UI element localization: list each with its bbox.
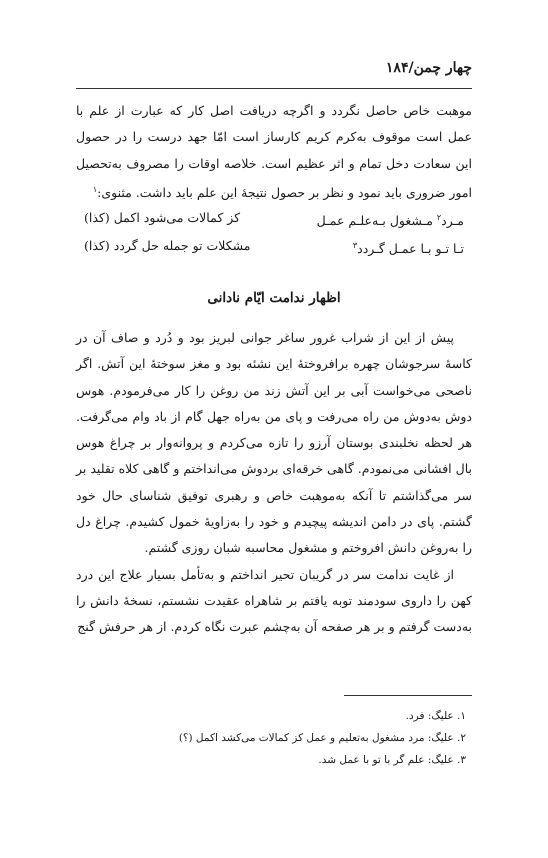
footnote-2: ۲. علیگ: مرد مشغول به‌تعلیم و عمل کز کمالات می‌کشد اکمل (؟)	[178, 732, 466, 744]
verse-2-hemistich-left: مشکلات تو جمله حل گردد (کذا)	[84, 237, 251, 253]
paragraph-1	[76, 98, 472, 206]
verse-2-hemistich-right	[353, 234, 464, 261]
footnote-1: ۱. علیگ: فرد.	[405, 710, 466, 722]
verse-1-right-text: مـرد	[441, 213, 464, 229]
paragraph-2: پیش از این از شراب غرور ساغر جوانی لبریز بود و دُرد و صاف آن در کاسهٔ سرجوشان چهره برافروختهٔ این نشئه بود و مغز سوختهٔ این آتش. اگر ناصحی می‌خواست آبی بر این آتش زند من روغن را کار می‌فرمودم. هوس دوش به‌دوش من راه می‌رفت و پای من به‌راه جهل گام از باد وام می‌گرفت. هر لحظه نخلبندی بوستان آرزو را تازه می‌کردم و پروانه‌وار بر چراغ هوس بال افشانی می‌نمودم. گاهی خرقه‌ای بردوش می‌انداختم و گاهی کلاه تقلید بر سر می‌گذاشتم تا آنکه به‌موهبت خاص و رهبری توفیق شناسای حال خود گشتم. پای در دامن اندیشه پیچیدم و خود را به‌زاویهٔ خمول کشیدم. چراغ دل را به‌روغن دانش افروختم و مشغول محاسبه شبان روزی گشتم.	[76, 329, 472, 556]
footnote-ref-2: ۲	[436, 213, 442, 223]
paragraph-1-text: موهبت خاص حاصل نگردد و اگرچه دریافت اصل کار که عبارت از علم با عمل است موقوف به‌کرم کریم کارساز است امّا جهد درست را در حصول این سعادت دخل تمام و اثر عظیم است. خلاصه اوقات را مصروف به‌تحصیل امور ضروری باید نمود و نظر بر حصول نتیجهٔ این علم باید داشت. مثنوی:	[76, 103, 472, 201]
page-header-title: چهار چمن/۱۸۴	[385, 60, 472, 76]
running-header	[76, 60, 472, 86]
verse-1-right-rest: مـشغول بـه‌علـم عمـل	[316, 213, 437, 229]
verse-2-right-text: تـا تـو بـا عمـل گـردد	[357, 240, 464, 256]
verse-line-1	[76, 206, 472, 233]
footnote-ref-3: ۳	[352, 240, 358, 250]
paragraph-3: از غایت ندامت سر در گریبان تحیر انداختم و به‌تأمل بسیار علاج این درد کهن را داروی سودمند توبه یافتم بر شاهراه عقیدت نشستم، نسخهٔ دانش را به‌دست گرفتم و بر هر صفحه آن به‌چشم عبرت نگاه کردم. از هر حرفش گنج	[76, 566, 472, 635]
verse-1-hemistich-left: کز کمالات می‌شود اکمل (کذا)	[84, 210, 241, 226]
footnotes	[76, 705, 472, 771]
header-divider	[76, 88, 472, 89]
verse-1-hemistich-right	[317, 206, 464, 233]
section-heading: اظهار ندامت ایّام نادانی	[207, 289, 341, 306]
footnote-ref-1: ۱	[92, 184, 98, 194]
verse-line-2	[76, 234, 472, 261]
footnote-3: ۳. علیگ: علم گر با تو با عمل شد.	[318, 754, 466, 766]
page-body	[76, 98, 472, 641]
footnote-divider	[344, 695, 472, 696]
